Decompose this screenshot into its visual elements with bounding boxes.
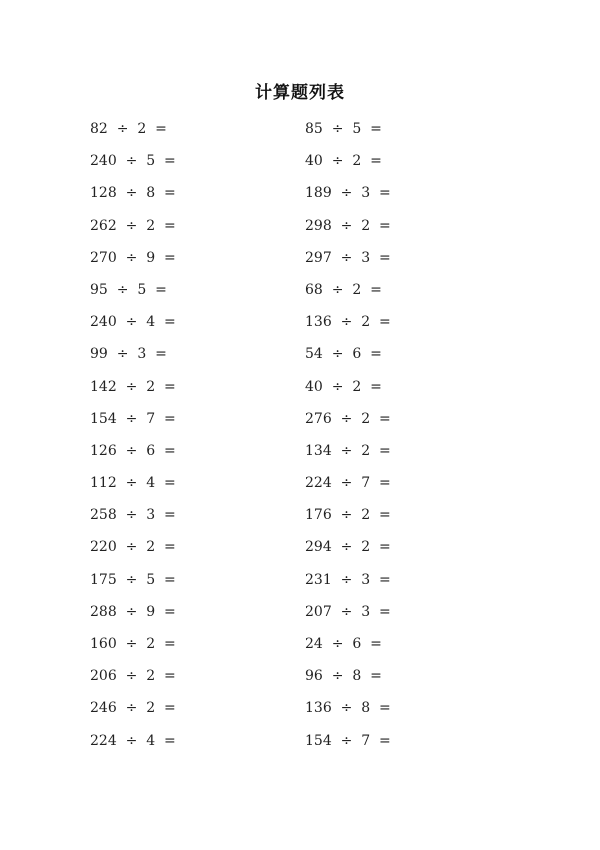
problem-item: 112 ÷ 4 =	[90, 475, 176, 492]
problem-item: 68 ÷ 2 =	[305, 281, 382, 298]
problem-item: 294 ÷ 2 =	[305, 539, 391, 556]
problem-item: 207 ÷ 3 =	[305, 603, 391, 620]
problem-item: 136 ÷ 2 =	[305, 314, 391, 331]
problem-item: 206 ÷ 2 =	[90, 668, 176, 685]
problem-item: 240 ÷ 4 =	[90, 314, 176, 331]
problem-item: 154 ÷ 7 =	[305, 732, 391, 749]
problem-item: 224 ÷ 4 =	[90, 732, 176, 749]
problem-item: 270 ÷ 9 =	[90, 249, 176, 266]
problem-item: 175 ÷ 5 =	[90, 571, 176, 588]
problem-item: 24 ÷ 6 =	[305, 636, 382, 652]
problem-item: 240 ÷ 5 =	[90, 153, 176, 170]
problem-item: 298 ÷ 2 =	[305, 217, 391, 234]
problem-item: 288 ÷ 9 =	[90, 603, 176, 620]
problem-item: 95 ÷ 5 =	[90, 281, 167, 298]
problem-item: 54 ÷ 6 =	[305, 346, 382, 363]
problem-item: 82 ÷ 2 =	[90, 121, 167, 137]
right-problem-column	[305, 119, 391, 763]
problem-item: 96 ÷ 8 =	[305, 668, 382, 685]
problem-item: 40 ÷ 2 =	[305, 378, 382, 395]
problem-item: 154 ÷ 7 =	[90, 410, 176, 427]
problem-item: 126 ÷ 6 =	[90, 442, 176, 459]
problem-item: 297 ÷ 3 =	[305, 249, 391, 266]
problem-item: 224 ÷ 7 =	[305, 475, 391, 492]
left-problem-column	[90, 119, 176, 763]
problem-item: 160 ÷ 2 =	[90, 636, 176, 652]
problem-item: 189 ÷ 3 =	[305, 185, 391, 202]
problem-item: 142 ÷ 2 =	[90, 378, 176, 395]
problem-item: 246 ÷ 2 =	[90, 700, 176, 717]
problem-item: 231 ÷ 3 =	[305, 571, 391, 588]
problem-item: 220 ÷ 2 =	[90, 539, 176, 556]
problem-item: 262 ÷ 2 =	[90, 217, 176, 234]
problem-item: 134 ÷ 2 =	[305, 442, 391, 459]
problem-item: 276 ÷ 2 =	[305, 410, 391, 427]
problem-item: 176 ÷ 2 =	[305, 507, 391, 524]
page-title: 计算题列表	[255, 83, 345, 103]
problem-item: 258 ÷ 3 =	[90, 507, 176, 524]
problem-item: 136 ÷ 8 =	[305, 700, 391, 717]
problem-item: 85 ÷ 5 =	[305, 121, 382, 137]
problem-item: 40 ÷ 2 =	[305, 153, 382, 170]
problem-item: 128 ÷ 8 =	[90, 185, 176, 202]
problem-item: 99 ÷ 3 =	[90, 346, 167, 363]
